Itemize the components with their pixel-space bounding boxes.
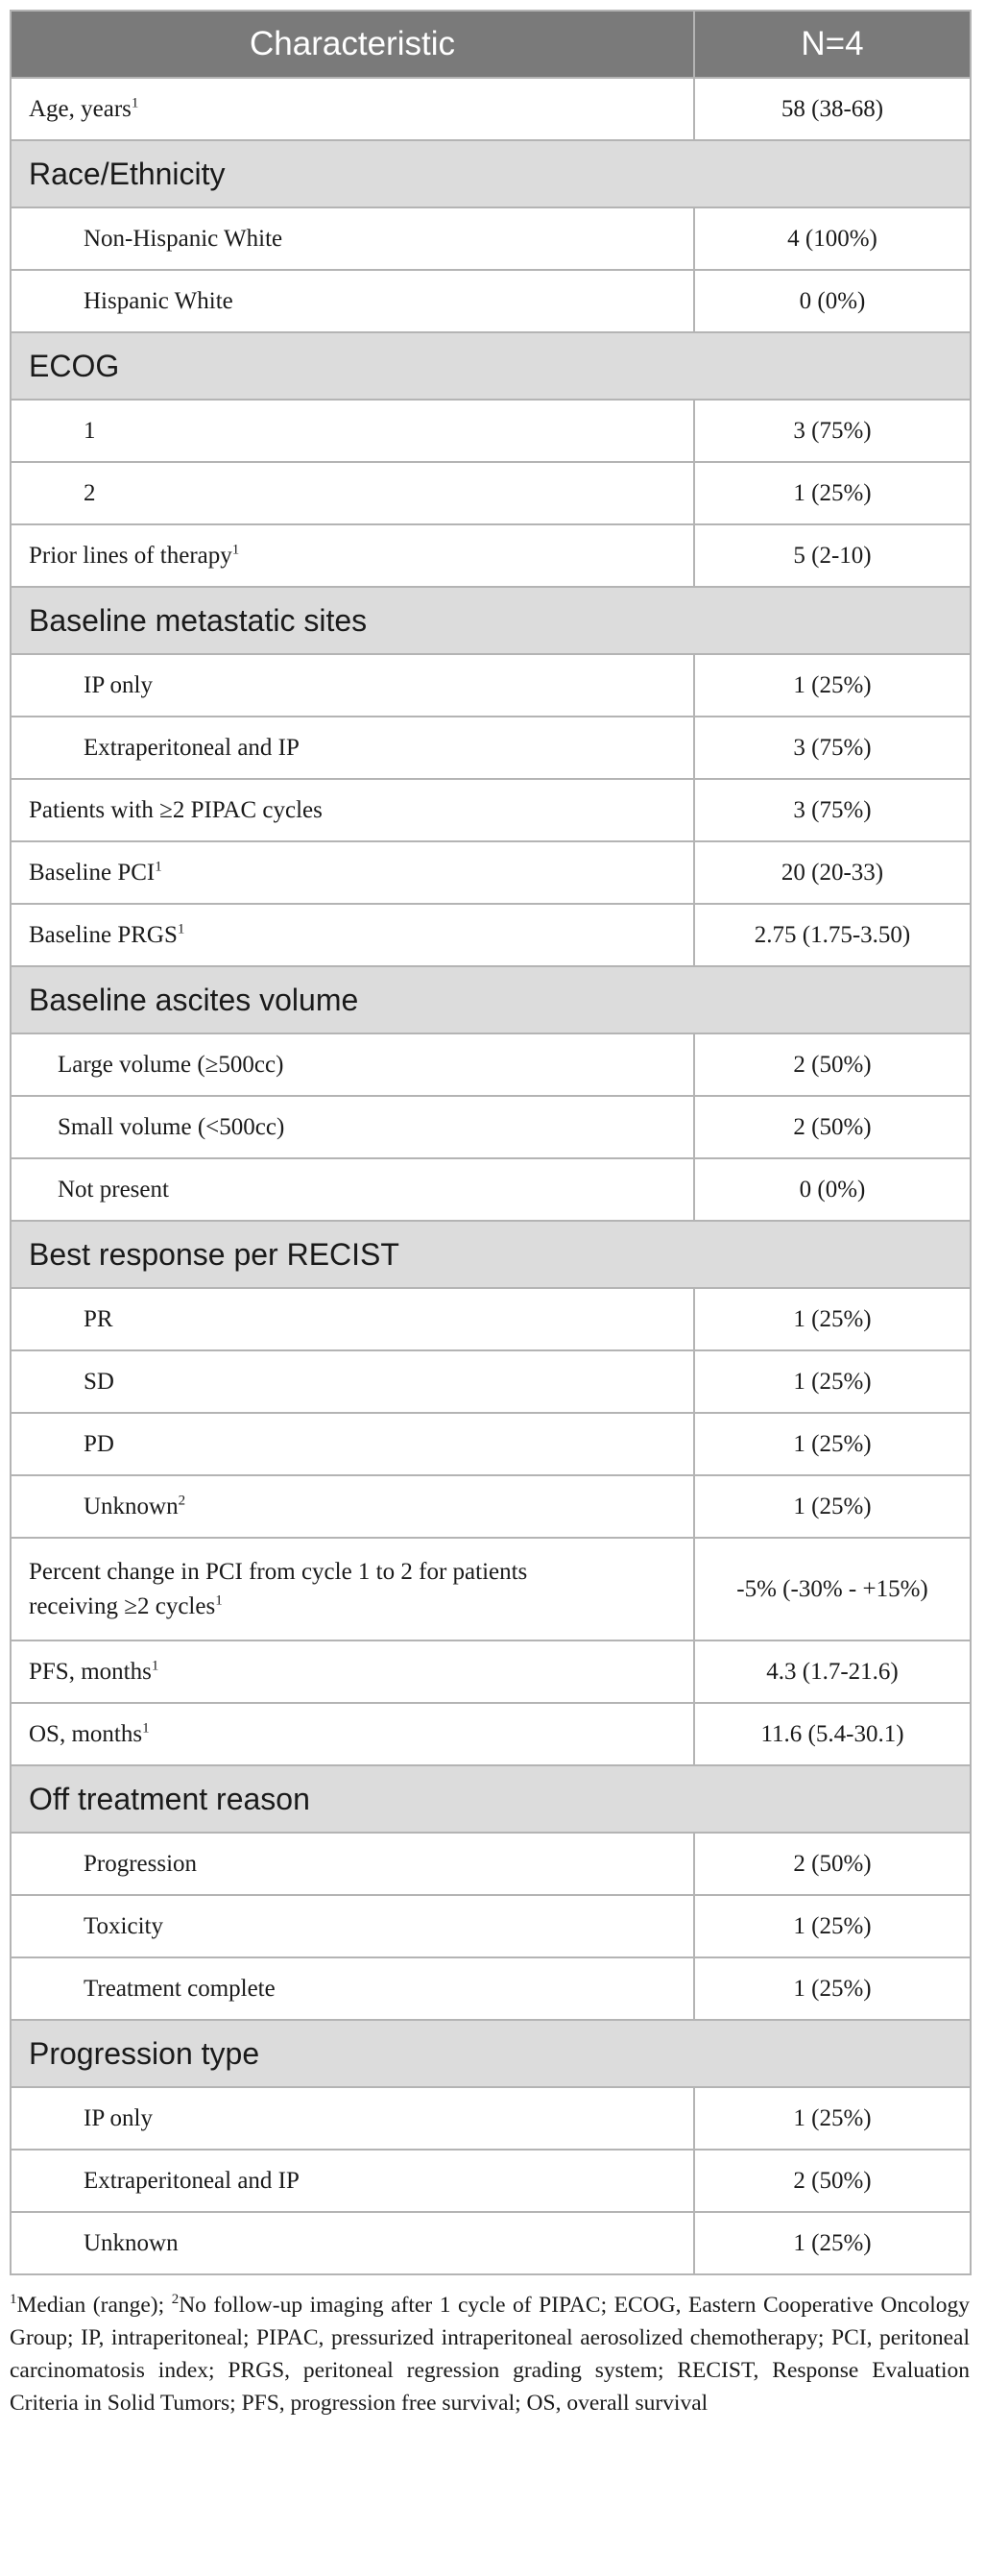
table-row xyxy=(11,1413,971,1475)
table-row xyxy=(11,207,971,270)
row-value: 1 (25%) xyxy=(694,462,971,524)
table-row xyxy=(11,462,971,524)
row-label: PR xyxy=(11,1288,694,1350)
table-row xyxy=(11,717,971,779)
table-row xyxy=(11,1703,971,1765)
table-footnote: $^1$Median (range); $^2$No follow-up imaging after 1 cycle of PIPAC; ECOG, Eastern Cooperative Oncology Group; IP, intraperitoneal; PIPAC, pressurized intraperitoneal aerosolized chemotherapy; PCI, peritoneal carcinomatosis index; PRGS, peritoneal regression grading system; RECIST, Response Evaluation Criteria in Solid Tumors; PFS, progression free survival; OS, overall survival xyxy=(10,2292,970,2416)
table-header-row xyxy=(11,11,971,78)
row-value: -5% (-30% - +15%) xyxy=(694,1538,971,1640)
section-title: Off treatment reason xyxy=(11,1765,971,1833)
row-label: PFS, months$^1$ xyxy=(11,1640,694,1703)
row-value: 5 (2-10) xyxy=(694,524,971,587)
row-value: 58 (38-68) xyxy=(694,78,971,140)
row-label: Progression xyxy=(11,1833,694,1895)
table-row xyxy=(11,524,971,587)
header-n: N=4 xyxy=(694,11,971,78)
table-row xyxy=(11,654,971,717)
table-row xyxy=(11,400,971,462)
row-label: SD xyxy=(11,1350,694,1413)
characteristics-table xyxy=(10,10,972,2275)
table-row xyxy=(11,2150,971,2212)
row-value: 1 (25%) xyxy=(694,1475,971,1538)
section-row xyxy=(11,1765,971,1833)
row-label: Non-Hispanic White xyxy=(11,207,694,270)
row-label: OS, months$^1$ xyxy=(11,1703,694,1765)
row-value: 2 (50%) xyxy=(694,1833,971,1895)
row-label: Toxicity xyxy=(11,1895,694,1957)
row-label: Treatment complete xyxy=(11,1957,694,2020)
row-value: 3 (75%) xyxy=(694,717,971,779)
table-row xyxy=(11,78,971,140)
row-label: Prior lines of therapy$^1$ xyxy=(11,524,694,587)
row-value: 1 (25%) xyxy=(694,1350,971,1413)
table-row xyxy=(11,1096,971,1158)
section-row xyxy=(11,332,971,400)
row-value: 2 (50%) xyxy=(694,2150,971,2212)
row-label: Age, years$^1$ xyxy=(11,78,694,140)
section-row xyxy=(11,140,971,207)
table-row xyxy=(11,1475,971,1538)
row-value: 2 (50%) xyxy=(694,1096,971,1158)
row-value: 1 (25%) xyxy=(694,1957,971,2020)
table-row xyxy=(11,1895,971,1957)
row-label: IP only xyxy=(11,2087,694,2150)
row-value: 4 (100%) xyxy=(694,207,971,270)
row-value: 2.75 (1.75-3.50) xyxy=(694,904,971,966)
row-label: Patients with ≥2 PIPAC cycles xyxy=(11,779,694,841)
table-row xyxy=(11,841,971,904)
row-value: 1 (25%) xyxy=(694,1413,971,1475)
section-title: Baseline ascites volume xyxy=(11,966,971,1033)
row-value: 11.6 (5.4-30.1) xyxy=(694,1703,971,1765)
table-row xyxy=(11,1538,971,1640)
section-title: Progression type xyxy=(11,2020,971,2087)
row-label: Percent change in PCI from cycle 1 to 2 for patients receiving ≥2 cycles$^1$ xyxy=(11,1538,694,1640)
table-row xyxy=(11,1640,971,1703)
header-characteristic: Characteristic xyxy=(11,11,694,78)
table-row xyxy=(11,1033,971,1096)
section-title: ECOG xyxy=(11,332,971,400)
row-value: 0 (0%) xyxy=(694,270,971,332)
row-value: 1 (25%) xyxy=(694,2212,971,2274)
row-label: Hispanic White xyxy=(11,270,694,332)
table-row xyxy=(11,1158,971,1221)
section-row xyxy=(11,2020,971,2087)
row-label: Baseline PRGS$^1$ xyxy=(11,904,694,966)
table-row xyxy=(11,270,971,332)
row-label: 2 xyxy=(11,462,694,524)
row-label: Unknown$^2$ xyxy=(11,1475,694,1538)
row-value: 1 (25%) xyxy=(694,1895,971,1957)
row-value: 4.3 (1.7-21.6) xyxy=(694,1640,971,1703)
row-value: 20 (20-33) xyxy=(694,841,971,904)
table-row xyxy=(11,2087,971,2150)
row-value: 3 (75%) xyxy=(694,779,971,841)
section-title: Baseline metastatic sites xyxy=(11,587,971,654)
table-row xyxy=(11,2212,971,2274)
row-label: Extraperitoneal and IP xyxy=(11,2150,694,2212)
row-value: 1 (25%) xyxy=(694,654,971,717)
row-label: PD xyxy=(11,1413,694,1475)
row-value: 3 (75%) xyxy=(694,400,971,462)
row-label: 1 xyxy=(11,400,694,462)
row-label: Extraperitoneal and IP xyxy=(11,717,694,779)
table-row xyxy=(11,1288,971,1350)
row-value: 1 (25%) xyxy=(694,2087,971,2150)
row-label: IP only xyxy=(11,654,694,717)
table-row xyxy=(11,1957,971,2020)
row-value: 2 (50%) xyxy=(694,1033,971,1096)
row-label: Small volume (<500cc) xyxy=(11,1096,694,1158)
row-value: 0 (0%) xyxy=(694,1158,971,1221)
section-title: Best response per RECIST xyxy=(11,1221,971,1288)
row-value: 1 (25%) xyxy=(694,1288,971,1350)
table-row xyxy=(11,779,971,841)
section-title: Race/Ethnicity xyxy=(11,140,971,207)
row-label: Large volume (≥500cc) xyxy=(11,1033,694,1096)
section-row xyxy=(11,1221,971,1288)
section-row xyxy=(11,587,971,654)
table-row xyxy=(11,1833,971,1895)
characteristics-table-figure xyxy=(10,10,970,2419)
row-label: Unknown xyxy=(11,2212,694,2274)
row-label: Not present xyxy=(11,1158,694,1221)
table-row xyxy=(11,1350,971,1413)
row-label: Baseline PCI$^1$ xyxy=(11,841,694,904)
section-row xyxy=(11,966,971,1033)
table-row xyxy=(11,904,971,966)
